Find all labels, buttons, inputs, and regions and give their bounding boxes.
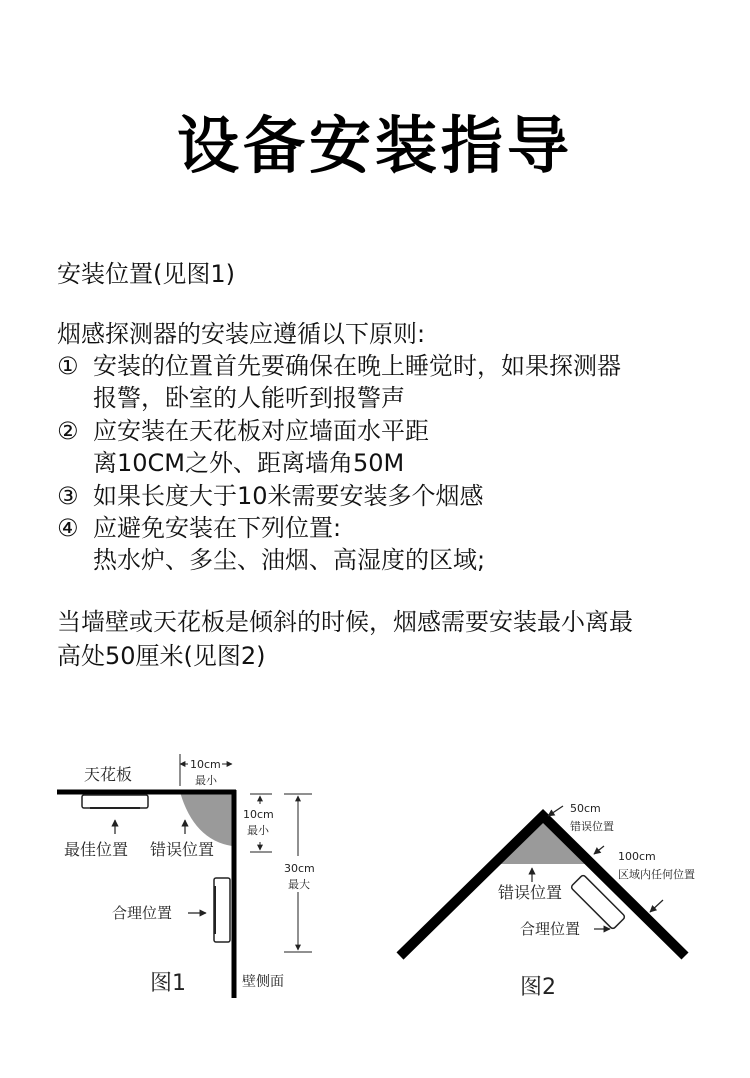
slope-note-line: 当墙壁或天花板是倾斜的时候，烟感需要安装最小离最 — [57, 608, 633, 636]
rule-line: 如果长度大于10米需要安装多个烟感 — [93, 482, 484, 510]
figure1-caption: 图1 — [150, 971, 186, 996]
wrong-label: 错误位置 — [498, 883, 563, 902]
rule-number: ③ — [57, 482, 79, 510]
wrong-zone — [180, 792, 232, 846]
slope-note-line: 高处50厘米(见图2) — [57, 642, 266, 670]
rule-number: ① — [57, 352, 79, 380]
rule-number: ④ — [57, 514, 79, 542]
rule-item — [57, 415, 429, 479]
max-dim-sub: 最大 — [288, 878, 310, 891]
rule-number: ② — [57, 417, 79, 445]
reasonable-label: 合理位置 — [520, 920, 581, 938]
best-label: 最佳位置 — [64, 840, 129, 859]
detector-best — [82, 795, 148, 808]
section-title: 安装位置(见图1) — [57, 260, 235, 288]
top-dim-label: 10cm — [190, 758, 221, 771]
page-title: 设备安装指导 — [176, 109, 573, 182]
figure2-diagram — [380, 790, 750, 1010]
rule-line: 安装的位置首先要确保在晚上睡觉时，如果探测器 — [93, 352, 621, 380]
wall-label: 壁侧面 — [242, 974, 284, 990]
rule-item — [57, 350, 621, 414]
side-dim-sub: 最小 — [247, 824, 269, 837]
dim2-label: 100cm — [618, 850, 656, 863]
detector-wall — [214, 878, 230, 942]
dim2-sub: 区域内任何位置 — [618, 868, 695, 881]
rule-item — [57, 512, 485, 576]
figure1-diagram — [0, 740, 380, 1010]
reasonable-label: 合理位置 — [112, 904, 173, 922]
figure2-caption: 图2 — [520, 975, 556, 1000]
rule-item — [57, 480, 484, 512]
dim1-label: 50cm — [570, 802, 601, 815]
rule-line: 报警，卧室的人能听到报警声 — [93, 384, 405, 412]
rule-line: 应避免安装在下列位置: — [93, 514, 342, 542]
max-dim-label: 30cm — [284, 862, 315, 875]
intro-text: 烟感探测器的安装应遵循以下原则: — [57, 320, 426, 348]
rule-line: 离10CM之外、距离墙角50M — [93, 449, 405, 477]
ceiling-label: 天花板 — [84, 765, 133, 784]
dim1-sub: 错误位置 — [570, 820, 614, 833]
slope-note — [57, 605, 707, 673]
top-dim-sub: 最小 — [195, 774, 217, 787]
wrong-label: 错误位置 — [150, 840, 215, 859]
rule-line: 应安装在天花板对应墙面水平距 — [93, 417, 429, 445]
side-dim-label: 10cm — [243, 808, 274, 821]
rule-line: 热水炉、多尘、油烟、高湿度的区域; — [93, 546, 486, 574]
